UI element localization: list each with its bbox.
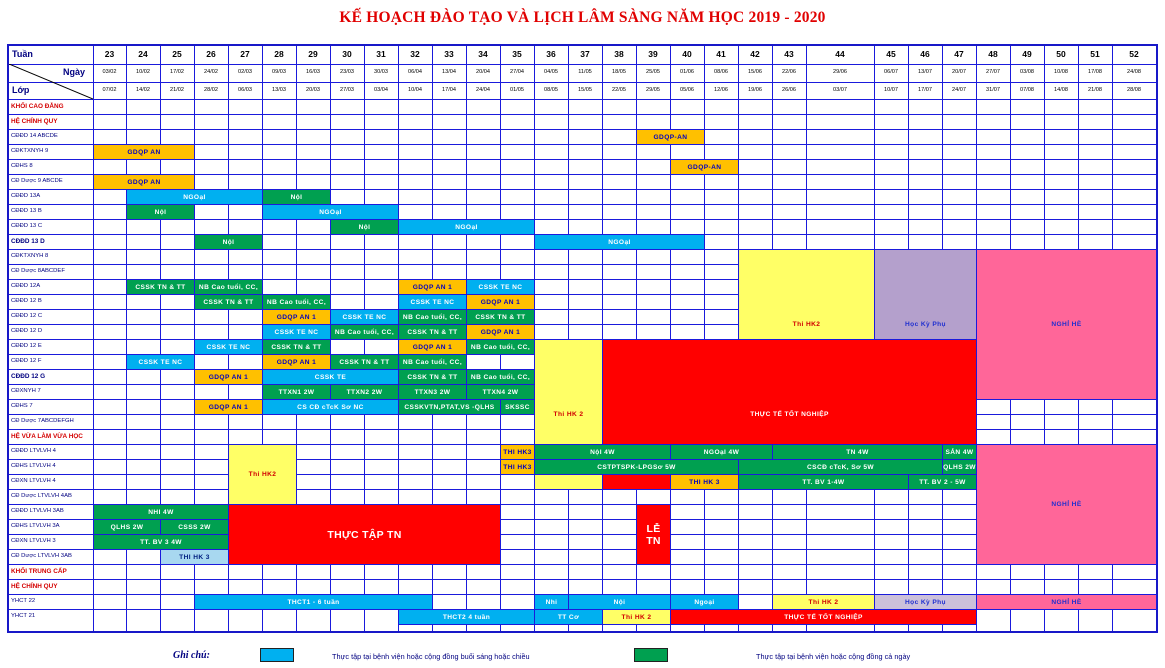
class-row-label: CĐ Dược LTVLVH 4AB <box>11 493 72 499</box>
class-row-label: CĐĐD 12 C <box>11 313 43 319</box>
week-start-date: 23/03 <box>340 69 354 75</box>
week-start-date: 24/08 <box>1127 69 1141 75</box>
week-end-date: 22/05 <box>612 87 626 93</box>
week-end-date: 28/08 <box>1127 87 1141 93</box>
class-row-label: CĐĐD 12A <box>11 283 41 289</box>
week-number: 39 <box>648 49 658 59</box>
week-start-date: 04/05 <box>544 69 558 75</box>
week-end-date: 13/03 <box>272 87 286 93</box>
schedule-block: Thi HK 2 <box>602 609 671 625</box>
section-label: HỆ VỪA LÀM VỪA HỌC <box>11 433 83 440</box>
week-start-date: 13/07 <box>918 69 932 75</box>
page-title: KẾ HOẠCH ĐÀO TẠO VÀ LỊCH LÂM SÀNG NĂM HỌC 2019 - 2020 <box>339 9 826 26</box>
week-number: 31 <box>376 49 386 59</box>
week-end-date: 10/07 <box>884 87 898 93</box>
schedule-block: NGOạI <box>262 204 399 220</box>
schedule-block: CSSK TE NC <box>398 294 467 310</box>
schedule-block: GDQP AN 1 <box>262 354 331 370</box>
section-label: KHỐI CAO ĐẲNG <box>11 103 64 110</box>
schedule-block: NB Cao tuổi, CC, <box>330 324 399 340</box>
schedule-block: NGHỈ HÈ <box>976 249 1157 400</box>
schedule-block: GDQP-AN <box>636 129 705 145</box>
schedule-block: NB Cao tuổi, CC, <box>466 339 535 355</box>
class-row-label: CĐHS LTVLVH 4 <box>11 463 56 469</box>
schedule-block: CSSKVTN,PTAT,VS -QLHS <box>398 399 501 415</box>
schedule-block: GDQP AN 1 <box>398 279 467 295</box>
schedule-block: CSSK TN & TT <box>126 279 195 295</box>
week-end-date: 07/02 <box>102 87 117 93</box>
week-number: 29 <box>308 49 318 59</box>
week-start-date: 10/08 <box>1054 69 1068 75</box>
week-number: 27 <box>240 49 250 59</box>
schedule-block: GDQP-AN <box>670 159 739 175</box>
schedule-block: NộI <box>262 189 331 205</box>
schedule-block: CSSK TE NC <box>330 309 399 325</box>
schedule-block: SẢN 4W <box>942 444 977 460</box>
week-number: 42 <box>750 49 760 59</box>
schedule-block: NB Cao tuổi, CC, <box>398 309 467 325</box>
week-start-date: 27/07 <box>986 69 1000 75</box>
class-row-label: CĐHS 7 <box>11 403 33 409</box>
week-start-date: 18/05 <box>612 69 626 75</box>
week-number: 41 <box>716 49 726 59</box>
schedule-block: Nhi <box>534 594 569 610</box>
week-number: 37 <box>580 49 590 59</box>
legend-swatch-full-day <box>634 648 668 662</box>
schedule-block: CSSK TN & TT <box>466 309 535 325</box>
section-label: HỆ CHÍNH QUY <box>11 118 58 125</box>
week-end-date: 17/04 <box>442 87 456 93</box>
week-end-date: 26/06 <box>782 87 796 93</box>
week-end-date: 12/06 <box>714 87 728 93</box>
week-end-date: 21/08 <box>1088 87 1102 93</box>
week-number: 49 <box>1022 49 1032 59</box>
schedule-block: TT. BV 3 4W <box>93 534 229 550</box>
class-row-label: CĐKTXNYH 9 <box>11 148 49 154</box>
week-number: 38 <box>614 49 624 59</box>
schedule-block: QLHS 2W <box>942 459 977 475</box>
week-end-date: 07/08 <box>1020 87 1034 93</box>
week-start-date: 22/06 <box>782 69 796 75</box>
schedule-block: NB Cao tuổi, CC, <box>262 294 331 310</box>
week-end-date: 29/05 <box>646 87 660 93</box>
schedule-block: SKSSC <box>500 399 535 415</box>
legend-text-half-day: Thực tập tại bệnh viện hoặc cộng đồng buổi sáng hoặc chiều <box>332 652 530 661</box>
class-row-label: CĐĐD 13A <box>11 193 41 199</box>
week-end-date: 14/02 <box>136 87 150 93</box>
section-label: HỆ CHÍNH QUY <box>11 583 58 590</box>
schedule-block: THI HK 3 <box>670 474 739 490</box>
schedule-block: TN 4W <box>772 444 943 460</box>
schedule-block: NGOạI <box>534 234 705 250</box>
week-number: 35 <box>512 49 522 59</box>
week-start-date: 20/07 <box>952 69 966 75</box>
schedule-block: Ngoại <box>670 594 739 610</box>
week-start-date: 16/03 <box>306 69 320 75</box>
week-end-date: 19/06 <box>748 87 762 93</box>
schedule-block: Thi HK 2 <box>772 594 875 610</box>
class-row-label: CĐ Dược LTVLVH 3AB <box>11 553 72 559</box>
schedule-block: THI HK 3 <box>160 549 229 565</box>
week-end-date: 15/05 <box>578 87 592 93</box>
schedule-block: NộI 4W <box>534 444 671 460</box>
schedule-block: NGHỈ HÈ <box>976 444 1157 565</box>
schedule-block: NộI <box>194 234 263 250</box>
week-end-date: 03/04 <box>374 87 388 93</box>
class-row-label: CĐĐD 13 C <box>11 223 43 229</box>
class-row-label: CĐĐD 12 B <box>11 298 42 304</box>
week-end-date: 17/07 <box>918 87 932 93</box>
week-number: 25 <box>172 49 182 59</box>
week-end-date: 28/02 <box>204 87 218 93</box>
schedule-block: CSSK TN & TT <box>330 354 399 370</box>
class-row-label: CĐXNYH 7 <box>11 388 41 394</box>
legend-text-full-day: Thực tập tại bệnh viện hoặc cộng đồng cả ngày <box>756 652 911 661</box>
schedule-block: NGOạI <box>126 189 263 205</box>
schedule-block: NB Cao tuổi, CC, <box>466 369 535 385</box>
week-start-date: 15/06 <box>748 69 762 75</box>
class-row-label: YHCT 22 <box>11 598 36 604</box>
schedule-block: CSSK TE NC <box>262 324 331 340</box>
grid-row-line <box>9 129 1156 130</box>
schedule-block: Thi HK2 <box>228 444 297 505</box>
schedule-block: THỰC TẬP TN <box>228 504 501 565</box>
schedule-block: CSSK TE NC <box>194 339 263 355</box>
week-end-date: 08/05 <box>544 87 558 93</box>
week-start-date: 25/05 <box>646 69 660 75</box>
schedule-block: NGOạI <box>398 219 535 235</box>
week-number: 33 <box>444 49 454 59</box>
week-start-date: 24/02 <box>204 69 218 75</box>
week-number: 26 <box>206 49 216 59</box>
schedule-block: TTXN4 2W <box>466 384 535 400</box>
week-start-date: 17/08 <box>1088 69 1102 75</box>
week-number: 51 <box>1090 49 1100 59</box>
week-start-date: 08/06 <box>714 69 728 75</box>
schedule-block: GDQP AN <box>93 144 195 160</box>
week-number: 30 <box>342 49 352 59</box>
schedule-block: NộI <box>330 219 399 235</box>
schedule-block: GDQP AN <box>93 174 195 190</box>
header-diagonal <box>9 64 93 100</box>
class-row-label: CĐKTXNYH 8 <box>11 253 49 259</box>
week-number: 44 <box>835 49 845 59</box>
schedule-grid <box>7 44 1158 633</box>
grid-row-line <box>9 579 1156 580</box>
schedule-block: TT Cơ <box>534 609 603 625</box>
class-row-label: CĐĐD 12 G <box>11 373 46 380</box>
class-row-label: CĐHS LTVLVH 3A <box>11 523 60 529</box>
week-end-date: 24/04 <box>476 87 490 93</box>
schedule-block: CSTPTSPK-LPGSơ 5W <box>534 459 739 475</box>
schedule-block-label: LỄ <box>646 522 661 535</box>
week-number: 52 <box>1129 49 1139 59</box>
grid-row-line <box>9 114 1156 115</box>
schedule-block: NB Cao tuổi, CC, <box>194 279 263 295</box>
week-start-date: 06/04 <box>408 69 422 75</box>
class-row-label: CĐĐD 13 B <box>11 208 42 214</box>
week-start-date: 13/04 <box>442 69 456 75</box>
header-class-label: Lớp <box>12 85 30 95</box>
schedule-block: NGHỈ HÈ <box>976 594 1157 610</box>
class-row-label: CĐĐD 14 ABCDE <box>11 133 58 139</box>
week-end-date: 06/03 <box>238 87 252 93</box>
schedule-block: Thi HK 2 <box>534 339 603 490</box>
schedule-block: THỰC TẾ TỐT NGHIỆP <box>602 339 977 490</box>
legend-swatch-half-day <box>260 648 294 662</box>
schedule-block <box>636 504 671 565</box>
week-number: 50 <box>1056 49 1066 59</box>
schedule-block: GDQP AN 1 <box>194 369 263 385</box>
schedule-block: THCT2 4 tuần <box>398 609 535 625</box>
schedule-block: CSSK TN & TT <box>398 369 467 385</box>
schedule-block: Nội <box>568 594 671 610</box>
legend-note-label: Ghi chú: <box>173 650 210 661</box>
schedule-block: Thi HK2 <box>738 249 875 400</box>
week-number: 43 <box>784 49 794 59</box>
class-row-label: CĐ Dược 8ABCDEF <box>11 268 65 274</box>
grid-row-line <box>9 99 1156 100</box>
week-end-date: 03/07 <box>833 87 847 93</box>
week-start-date: 29/06 <box>833 69 847 75</box>
week-start-date: 20/04 <box>476 69 490 75</box>
schedule-block: CSSK TE <box>262 369 399 385</box>
schedule-block: THI HK3 <box>500 444 535 460</box>
week-start-date: 03/02 <box>102 69 117 75</box>
week-start-date: 02/03 <box>238 69 252 75</box>
header-date-label: Ngày <box>63 67 86 77</box>
week-end-date: 14/08 <box>1054 87 1068 93</box>
week-number: 48 <box>988 49 998 59</box>
schedule-block: TTXN2 2W <box>330 384 399 400</box>
class-row-label: CĐXN LTVLVH 4 <box>11 478 56 484</box>
class-row-label: CĐĐD LTVLVH 3AB <box>11 508 64 514</box>
week-number: 45 <box>886 49 896 59</box>
class-row-label: CĐĐD 12 D <box>11 328 43 334</box>
schedule-block: Học Kỳ Phụ <box>874 249 977 400</box>
week-end-date: 20/03 <box>306 87 320 93</box>
schedule-block: CSCĐ cTcK, Sơ 5W <box>738 459 943 475</box>
schedule-block: CSSK TN & TT <box>398 324 467 340</box>
class-row-label: CĐHS 8 <box>11 163 33 169</box>
schedule-block: CS CĐ cTcK Sơ NC <box>262 399 399 415</box>
week-number: 32 <box>410 49 420 59</box>
header-diagonal-line <box>9 64 93 99</box>
schedule-block: NộI <box>126 204 195 220</box>
schedule-block: GDQP AN 1 <box>262 309 331 325</box>
schedule-block: THCT1 - 6 tuần <box>194 594 433 610</box>
section-label: KHỐI TRUNG CẤP <box>11 568 67 575</box>
week-end-date: 27/03 <box>340 87 354 93</box>
schedule-block: CSSK TE NC <box>126 354 195 370</box>
class-row-label: CĐĐD 13 D <box>11 238 45 245</box>
week-start-date: 10/02 <box>136 69 150 75</box>
week-start-date: 11/05 <box>578 69 592 75</box>
week-end-date: 01/05 <box>510 87 524 93</box>
week-end-date: 21/02 <box>170 87 184 93</box>
week-number: 23 <box>104 49 115 59</box>
schedule-block: GDQP AN 1 <box>466 324 535 340</box>
week-start-date: 17/02 <box>170 69 184 75</box>
week-start-date: 06/07 <box>884 69 898 75</box>
week-start-date: 01/06 <box>680 69 694 75</box>
week-start-date: 09/03 <box>272 69 286 75</box>
schedule-block: TTXN1 2W <box>262 384 331 400</box>
schedule-block: TT. BV 2 - 5W <box>908 474 977 490</box>
week-start-date: 30/03 <box>374 69 388 75</box>
schedule-block: GDQP AN 1 <box>398 339 467 355</box>
schedule-block: NHI 4W <box>93 504 229 520</box>
week-end-date: 24/07 <box>952 87 966 93</box>
class-row-label: CĐĐD LTVLVH 4 <box>11 448 56 454</box>
week-number: 40 <box>682 49 692 59</box>
schedule-block: QLHS 2W <box>93 519 161 535</box>
week-end-date: 10/04 <box>408 87 422 93</box>
class-row-label: CĐ Dược 9 ABCDE <box>11 178 63 184</box>
schedule-block: GDQP AN 1 <box>194 399 263 415</box>
class-row-label: CĐĐD 12 F <box>11 358 42 364</box>
schedule-block: NB Cao tuổi, CC, <box>398 354 467 370</box>
schedule-block: TT. BV 1-4W <box>738 474 909 490</box>
class-row-label: YHCT 21 <box>11 613 36 619</box>
schedule-block: CSSS 2W <box>160 519 229 535</box>
class-row-label: CĐXN LTVLVH 3 <box>11 538 56 544</box>
week-start-date: 03/08 <box>1020 69 1034 75</box>
week-number: 47 <box>954 49 964 59</box>
schedule-block: CSSK TE NC <box>466 279 535 295</box>
schedule-block: GDQP AN 1 <box>466 294 535 310</box>
week-number: 28 <box>274 49 284 59</box>
week-end-date: 31/07 <box>986 87 1000 93</box>
schedule-block: THỰC TẾ TỐT NGHIỆP <box>670 609 977 625</box>
week-number: 34 <box>478 49 488 59</box>
class-row-label: CĐ Dược 7ABCDEFGH <box>11 418 74 424</box>
header-week-label: Tuần <box>12 49 33 59</box>
week-number: 46 <box>920 49 930 59</box>
week-number: 36 <box>546 49 556 59</box>
schedule-block: THI HK3 <box>500 459 535 475</box>
schedule-block: CSSK TN & TT <box>194 294 263 310</box>
class-row-label: CĐĐD 12 E <box>11 343 42 349</box>
schedule-block: Học Kỳ Phụ <box>874 594 977 610</box>
schedule-block: NGOạI 4W <box>670 444 773 460</box>
week-start-date: 27/04 <box>510 69 524 75</box>
schedule-block: TTXN3 2W <box>398 384 467 400</box>
schedule-block: CSSK TN & TT <box>262 339 331 355</box>
schedule-block-label: TN <box>646 534 661 547</box>
week-number: 24 <box>138 49 148 59</box>
week-end-date: 05/06 <box>680 87 694 93</box>
